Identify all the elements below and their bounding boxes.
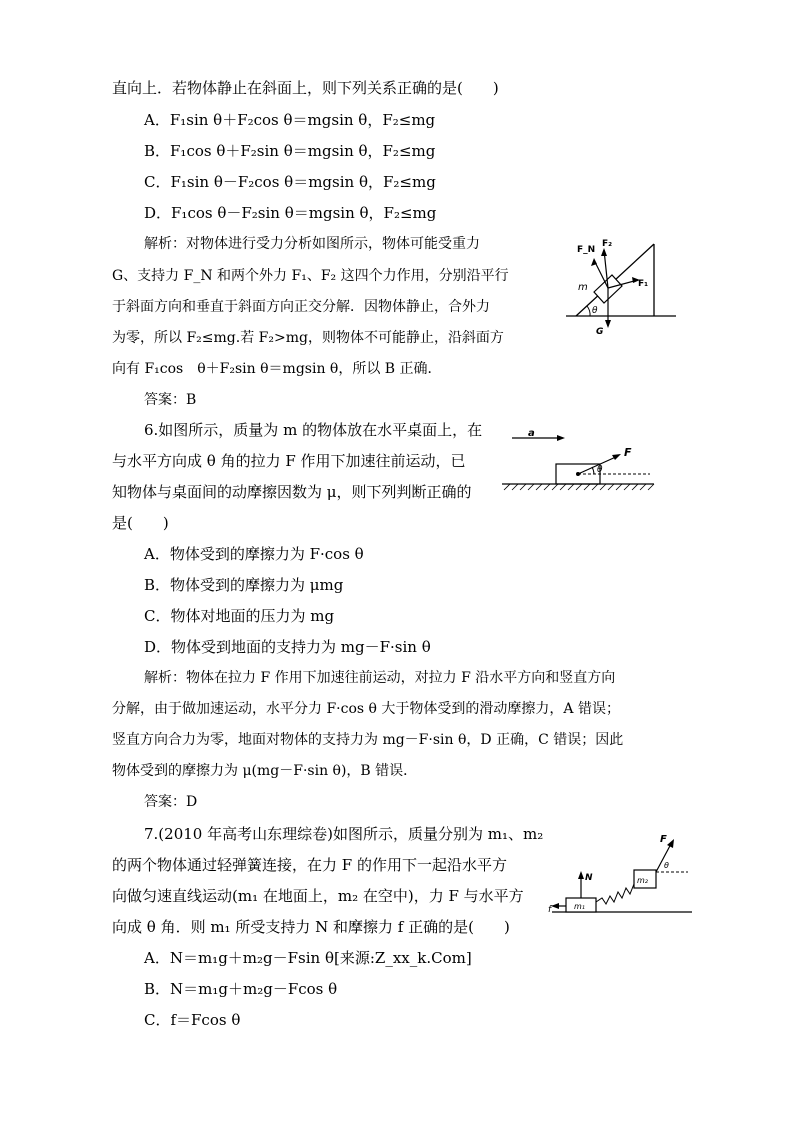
q6-block-diagram: [500, 428, 658, 494]
q6-fig-a-label: a: [528, 428, 535, 439]
q7-fig-m1-label: m₁: [574, 902, 585, 911]
q7-fig-f-label: F: [660, 834, 667, 845]
q6-fig-f-label: F: [624, 446, 632, 459]
q7-fig-theta-label: θ: [664, 861, 669, 870]
q6-explanation-line-2: 分解，由于做加速运动，水平分力 F·cos θ 大于物体受到的滑动摩擦力，A 错误；: [112, 701, 620, 717]
q7-fig-n-label: N: [585, 873, 593, 883]
q5-incline-force-diagram: [560, 230, 680, 342]
q7-stem-line-2: 的两个物体通过轻弹簧连接，在力 F 的作用下一起沿水平方: [112, 856, 507, 874]
q5-explanation-line-2: G、支持力 F_N 和两个外力 F₁、F₂ 这四个力作用，分别沿平行: [112, 268, 509, 284]
q5-explanation-line-4: 为零，所以 F₂≤mg.若 F₂>mg，则物体不可能静止，沿斜面方: [112, 330, 504, 346]
q5-option-c: C．F₁sin θ－F₂cos θ＝mgsin θ，F₂≤mg: [144, 173, 436, 191]
q5-option-d: D．F₁cos θ－F₂sin θ＝mgsin θ，F₂≤mg: [144, 204, 437, 222]
q7-fig-m2-label: m₂: [637, 876, 648, 885]
q5-fig-theta-label: θ: [592, 306, 598, 316]
q7-stem-line-3: 向做匀速直线运动(m₁ 在地面上，m₂ 在空中)，力 F 与水平方: [112, 887, 524, 905]
q6-stem-line-3: 知物体与桌面间的动摩擦因数为 μ，则下列判断正确的: [112, 483, 472, 501]
q7-option-a: A．N＝m₁g＋m₂g－Fsin θ[来源:Z_xx_k.Com]: [144, 949, 472, 967]
q6-stem-line-1: 6.如图所示，质量为 m 的物体放在水平桌面上，在: [144, 421, 483, 439]
q7-stem-line-1: 7.(2010 年高考山东理综卷)如图所示，质量分别为 m₁、m₂: [144, 825, 544, 843]
q6-stem-line-2: 与水平方向成 θ 角的拉力 F 作用下加速往前运动，已: [112, 452, 466, 470]
q6-option-c: C．物体对地面的压力为 mg: [144, 607, 335, 625]
q5-explanation-line-3: 于斜面方向和垂直于斜面方向正交分解．因物体静止，合外力: [112, 299, 490, 315]
q6-explanation-line-1: 解析：物体在拉力 F 作用下加速往前运动，对拉力 F 沿水平方向和竖直方向: [144, 670, 616, 686]
q7-spring-blocks-diagram: [548, 826, 696, 918]
q7-fig-friction-label: f: [548, 905, 552, 915]
q6-explanation-line-4: 物体受到的摩擦力为 μ(mg－F·sin θ)，B 错误．: [112, 763, 418, 779]
q6-option-b: B．物体受到的摩擦力为 μmg: [144, 576, 344, 594]
q6-explanation-line-3: 竖直方向合力为零，地面对物体的支持力为 mg－F·sin θ，D 正确，C 错误；因此: [112, 732, 624, 748]
q5-fig-f1-label: F₁: [638, 279, 649, 289]
q5-fig-g-label: G: [596, 327, 604, 337]
q5-explanation-line-1: 解析：对物体进行受力分析如图所示，物体可能受重力: [144, 236, 480, 252]
q7-option-b: B．N＝m₁g＋m₂g－Fcos θ: [144, 980, 338, 998]
q6-stem-line-4: 是( ): [112, 514, 169, 532]
q5-fig-fn-label: F_N: [577, 245, 596, 255]
q6-fig-theta-label: θ: [597, 465, 603, 475]
q5-fig-m-label: m: [578, 282, 588, 293]
q5-explanation-line-5: 向有 F₁cos θ＋F₂sin θ＝mgsin θ，所以 B 正确．: [112, 361, 442, 377]
q6-option-d: D．物体受到地面的支持力为 mg－F·sin θ: [144, 638, 431, 656]
q5-option-a: A．F₁sin θ＋F₂cos θ＝mgsin θ，F₂≤mg: [144, 111, 436, 129]
q5-stem-line: 直向上．若物体静止在斜面上，则下列关系正确的是( ): [112, 79, 499, 97]
q5-option-b: B．F₁cos θ＋F₂sin θ＝mgsin θ，F₂≤mg: [144, 142, 436, 160]
q6-answer: 答案：D: [144, 794, 198, 810]
q7-option-c: C．f＝Fcos θ: [144, 1011, 241, 1029]
q6-option-a: A．物体受到的摩擦力为 F·cos θ: [144, 545, 364, 563]
q7-stem-line-4: 向成 θ 角．则 m₁ 所受支持力 N 和摩擦力 f 正确的是( ): [112, 918, 510, 936]
q5-answer: 答案：B: [144, 392, 197, 408]
q5-fig-f2-label: F₂: [602, 239, 613, 249]
